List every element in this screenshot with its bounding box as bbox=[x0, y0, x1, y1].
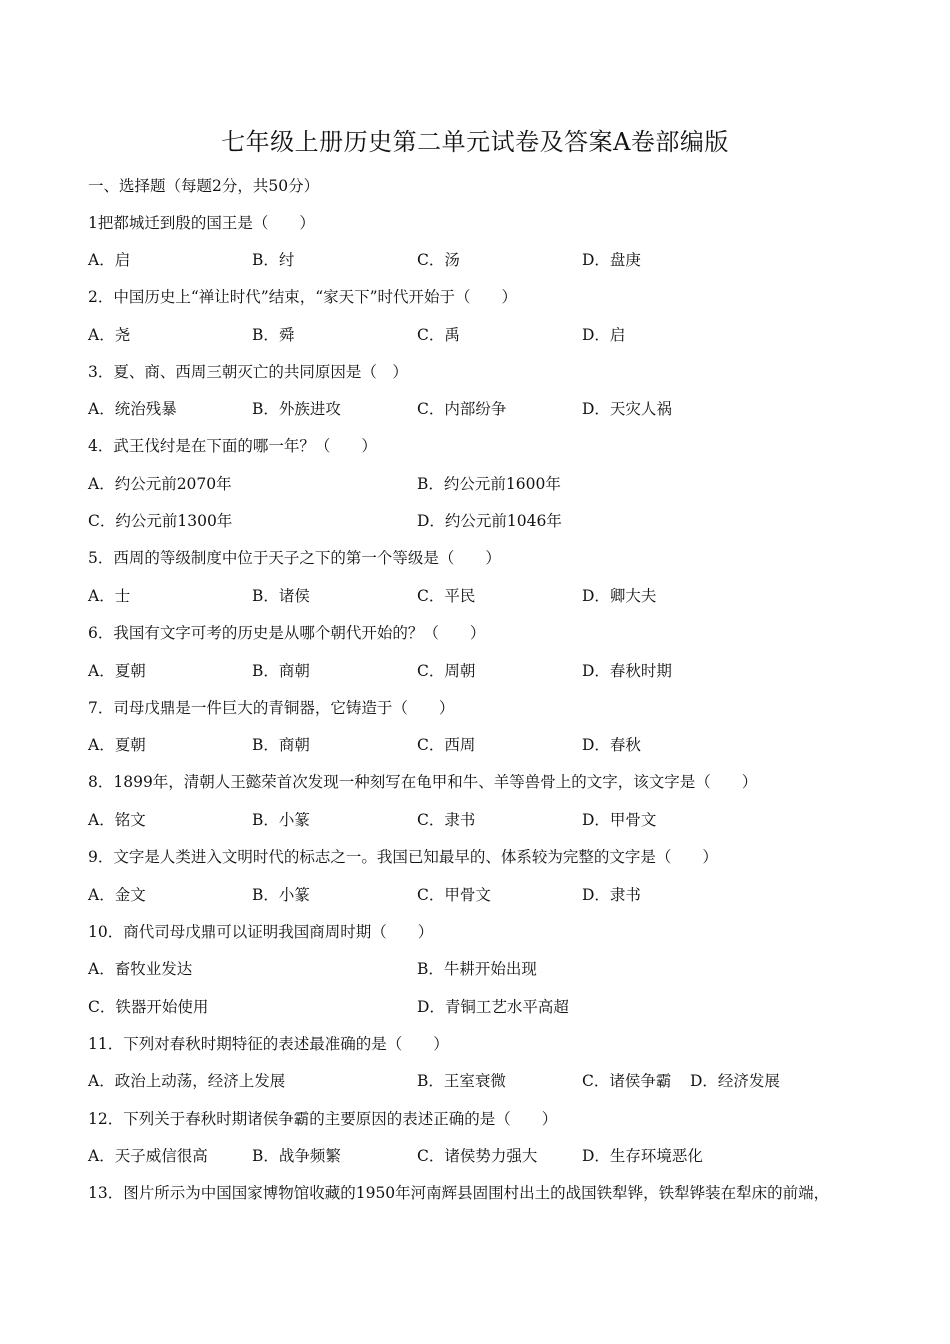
section-heading: 一、选择题（每题2分，共50分） bbox=[88, 177, 320, 195]
question-stem-7: 7．司母戊鼎是一件巨大的青铜器，它铸造于（ ） bbox=[88, 699, 455, 717]
option-3a: A．统治残暴 bbox=[88, 400, 177, 418]
option-3b: B．外族进攻 bbox=[252, 400, 341, 418]
option-12d: D．生存环境恶化 bbox=[582, 1147, 703, 1165]
option-1b: B．纣 bbox=[252, 251, 295, 269]
option-5c: C．平民 bbox=[417, 587, 476, 605]
option-11c: C．诸侯争霸 bbox=[582, 1072, 672, 1090]
question-stem-11: 11．下列对春秋时期特征的表述最准确的是（ ） bbox=[88, 1035, 449, 1053]
option-12b: B．战争频繁 bbox=[252, 1147, 341, 1165]
option-7b: B．商朝 bbox=[252, 736, 310, 754]
option-4a: A．约公元前2070年 bbox=[88, 475, 232, 493]
question-stem-10: 10．商代司母戊鼎可以证明我国商周时期（ ） bbox=[88, 923, 434, 941]
option-6b: B．商朝 bbox=[252, 662, 310, 680]
option-8c: C．隶书 bbox=[417, 811, 476, 829]
option-10d: D．青铜工艺水平高超 bbox=[417, 998, 569, 1016]
option-2a: A．尧 bbox=[88, 326, 131, 344]
option-10a: A．畜牧业发达 bbox=[88, 960, 193, 978]
option-2d: D．启 bbox=[582, 326, 626, 344]
option-9d: D．隶书 bbox=[582, 886, 641, 904]
question-stem-13: 13．图片所示为中国国家博物馆收藏的1950年河南辉县固围村出土的战国铁犁铧，铁犁铧装在犁床的前端， bbox=[88, 1184, 830, 1202]
question-stem-6: 6．我国有文字可考的历史是从哪个朝代开始的？（ ） bbox=[88, 624, 486, 642]
option-3d: D．天灾人祸 bbox=[582, 400, 672, 418]
option-1c: C．汤 bbox=[417, 251, 460, 269]
option-5a: A．士 bbox=[88, 587, 131, 605]
option-9a: A．金文 bbox=[88, 886, 146, 904]
option-3c: C．内部纷争 bbox=[417, 400, 507, 418]
option-7a: A．夏朝 bbox=[88, 736, 146, 754]
question-stem-3: 3．夏、商、西周三朝灭亡的共同原因是（ ） bbox=[88, 363, 408, 381]
option-1a: A．启 bbox=[88, 251, 131, 269]
option-6a: A．夏朝 bbox=[88, 662, 146, 680]
question-stem-9: 9．文字是人类进入文明时代的标志之一。我国已知最早的、体系较为完整的文字是（ ） bbox=[88, 848, 718, 866]
question-stem-4: 4．武王伐纣是在下面的哪一年？（ ） bbox=[88, 437, 377, 455]
option-4c: C．约公元前1300年 bbox=[88, 512, 233, 530]
option-10c: C．铁器开始使用 bbox=[88, 998, 209, 1016]
option-7d: D．春秋 bbox=[582, 736, 641, 754]
option-1d: D．盘庚 bbox=[582, 251, 641, 269]
option-11a: A．政治上动荡，经济上发展 bbox=[88, 1072, 286, 1090]
option-5b: B．诸侯 bbox=[252, 587, 310, 605]
question-stem-12: 12．下列关于春秋时期诸侯争霸的主要原因的表述正确的是（ ） bbox=[88, 1110, 558, 1128]
option-8d: D．甲骨文 bbox=[582, 811, 657, 829]
option-5d: D．卿大夫 bbox=[582, 587, 657, 605]
option-9b: B．小篆 bbox=[252, 886, 310, 904]
option-10b: B．牛耕开始出现 bbox=[417, 960, 537, 978]
option-9c: C．甲骨文 bbox=[417, 886, 491, 904]
question-stem-2: 2．中国历史上“禅让时代”结束，“家天下”时代开始于（ ） bbox=[88, 288, 518, 306]
question-stem-5: 5．西周的等级制度中位于天子之下的第一个等级是（ ） bbox=[88, 549, 501, 567]
page-title: 七年级上册历史第二单元试卷及答案A卷部编版 bbox=[221, 128, 729, 156]
option-8b: B．小篆 bbox=[252, 811, 310, 829]
question-stem-8: 8．1899年，清朝人王懿荣首次发现一种刻写在龟甲和牛、羊等兽骨上的文字，该文字是（ ） bbox=[88, 773, 758, 791]
option-11b: B．王室衰微 bbox=[417, 1072, 506, 1090]
option-8a: A．铭文 bbox=[88, 811, 146, 829]
option-7c: C．西周 bbox=[417, 736, 476, 754]
option-4b: B．约公元前1600年 bbox=[417, 475, 561, 493]
option-2b: B．舜 bbox=[252, 326, 295, 344]
option-12c: C．诸侯势力强大 bbox=[417, 1147, 538, 1165]
question-stem-1: 1把都城迁到殷的国王是（ ） bbox=[88, 214, 315, 232]
option-4d: D．约公元前1046年 bbox=[417, 512, 562, 530]
option-12a: A．天子威信很高 bbox=[88, 1147, 208, 1165]
option-6d: D．春秋时期 bbox=[582, 662, 672, 680]
option-11d: D．经济发展 bbox=[690, 1072, 780, 1090]
option-2c: C．禹 bbox=[417, 326, 460, 344]
option-6c: C．周朝 bbox=[417, 662, 476, 680]
